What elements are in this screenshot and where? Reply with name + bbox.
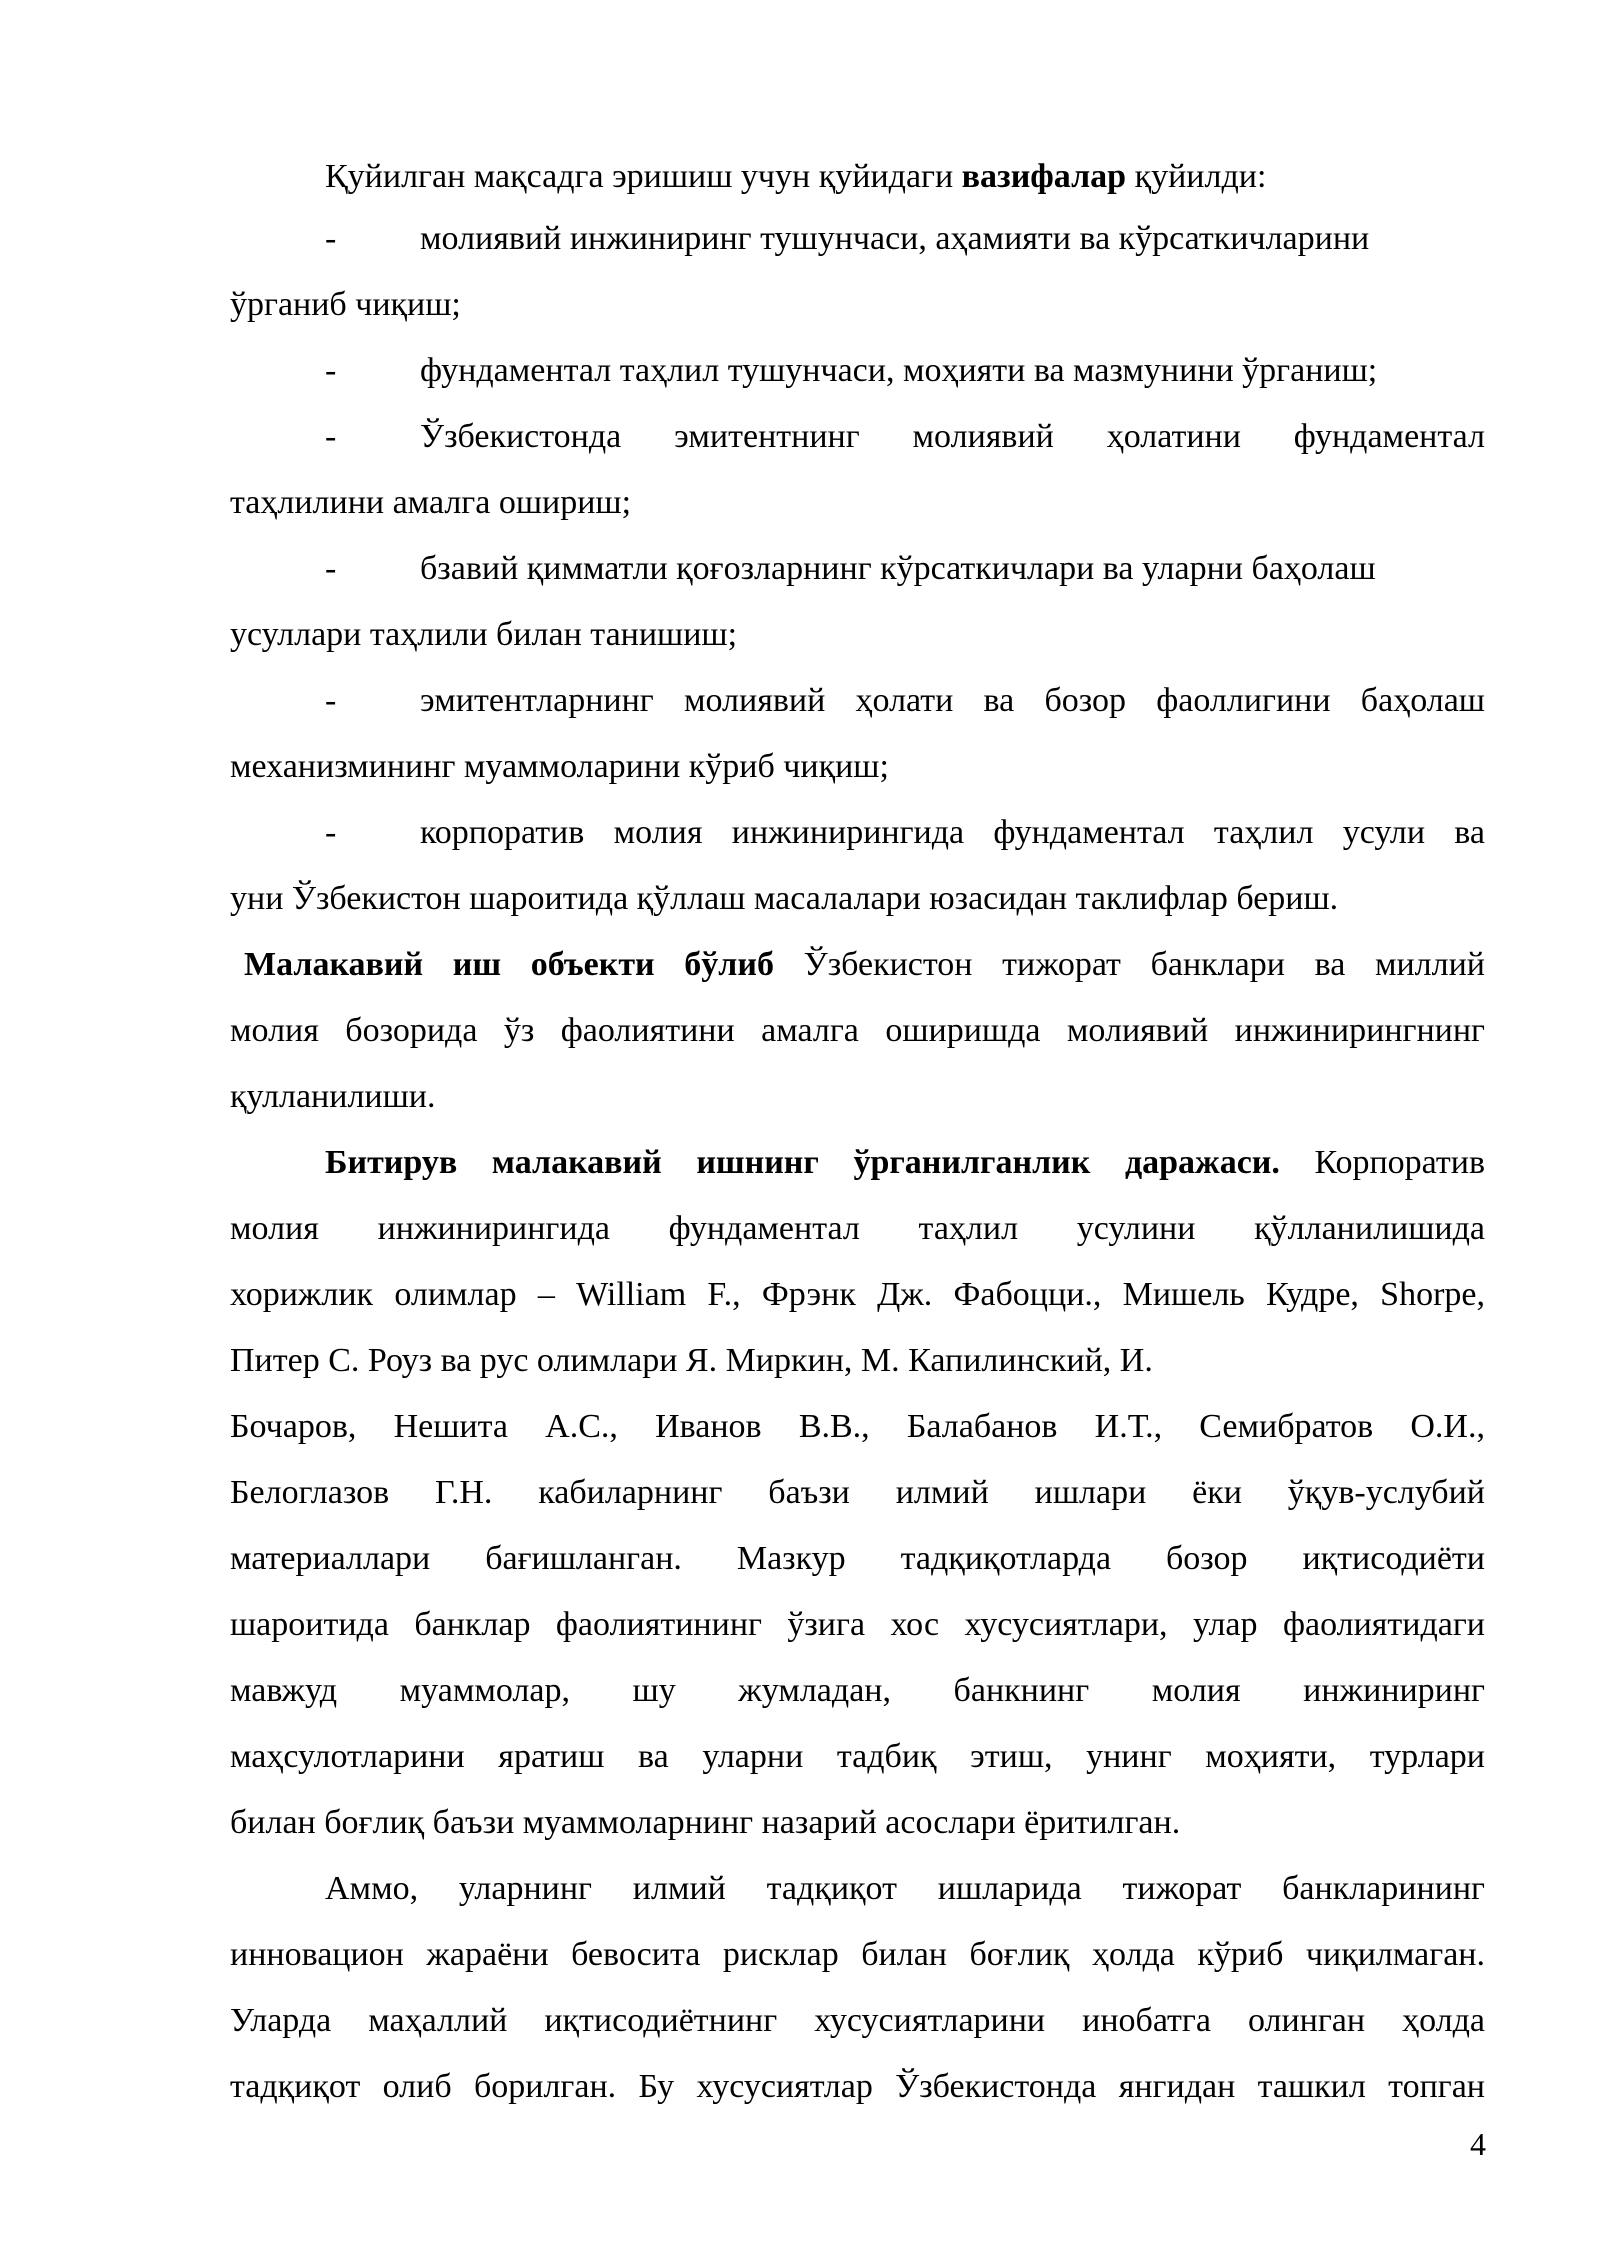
page-body	[230, 148, 1485, 2120]
object-paragraph-line: молия бозорида ўз фаолиятини амалга оширишда молиявий инжинирингнинг	[230, 1012, 1485, 1049]
object-paragraph-line: қулланилиши.	[230, 1078, 436, 1115]
degree-paragraph-line: молия инжинирингида фундаментал таҳлил усулини қўлланилишида	[230, 1210, 1485, 1247]
bullet-text: эмитентларнинг молиявий ҳолати ва бозор фаоллигини баҳолаш	[420, 682, 1485, 719]
final-paragraph-line: Уларда маҳаллий иқтисодиётнинг хусусиятларини инобатга олинган ҳолда	[230, 2002, 1485, 2039]
bullet-item	[230, 668, 1485, 734]
bullet-continuation: механизмининг муаммоларини кўриб чиқиш;	[230, 748, 889, 785]
bullet-item	[230, 206, 1485, 272]
final-paragraph-line: Аммо, уларнинг илмий тадқиқот ишларида тижорат банкларининг	[325, 1870, 1485, 1907]
final-paragraph-line: тадқиқот олиб борилган. Бу хусусиятлар Ўзбекистонда янгидан ташкил топган	[230, 2068, 1485, 2105]
bullet-item	[230, 404, 1485, 470]
bullet-dash: -	[325, 550, 337, 587]
bullet-continuation: усуллари таҳлили билан танишиш;	[230, 616, 738, 653]
object-heading: Малакавий иш объекти бўлиб	[244, 946, 774, 983]
degree-paragraph-line: мавжуд муаммолар, шу жумладан, банкнинг молия инжиниринг	[230, 1672, 1485, 1709]
intro-line	[230, 148, 1485, 206]
bullet-continuation: уни Ўзбекистон шароитида қўллаш масалалари юзасидан таклифлар бериш.	[230, 880, 1339, 917]
bullet-item	[230, 536, 1485, 602]
intro-bold-term: вазифалар	[961, 158, 1127, 195]
bullet-text: бзавий қимматли қоғозларнинг кўрсаткичлари ва уларни баҳолаш	[420, 550, 1376, 587]
bullet-text: молиявий инжиниринг тушунчаси, аҳамияти ва кўрсаткичларини	[420, 220, 1370, 257]
bullet-continuation: таҳлилини амалга ошириш;	[230, 484, 632, 521]
degree-paragraph-line: шароитида банклар фаолиятининг ўзига хос хусусиятлари, улар фаолиятидаги	[230, 1606, 1485, 1643]
object-paragraph-line: Малакавий иш объекти бўлиб Ўзбекистон тижорат банклари ва миллий	[244, 946, 1485, 983]
bullet-dash: -	[325, 352, 337, 389]
degree-paragraph-line: материаллари бағишланган. Мазкур тадқиқотларда бозор иқтисодиёти	[230, 1540, 1485, 1577]
final-paragraph-line: инновацион жараёни бевосита рисклар билан боғлиқ ҳолда кўриб чиқилмаган.	[230, 1936, 1485, 1973]
intro-text-end: қуйилди:	[1126, 158, 1267, 195]
bullet-text: фундаментал таҳлил тушунчаси, моҳияти ва мазмунини ўрганиш;	[420, 352, 1378, 389]
degree-heading: Битирув малакавий ишнинг ўрганилганлик даражаси.	[325, 1144, 1280, 1181]
bullet-dash: -	[325, 418, 337, 455]
degree-paragraph-line: Питер С. Роуз ва рус олимлари Я. Миркин, М. Капилинский, И.	[230, 1342, 1153, 1379]
bullet-item	[230, 338, 1485, 404]
bullet-text: Ўзбекистонда эмитентнинг молиявий ҳолатини фундаментал	[420, 418, 1485, 455]
bullet-item	[230, 800, 1485, 866]
bullet-text: корпоратив молия инжинирингида фундаментал таҳлил усули ва	[420, 814, 1485, 851]
degree-paragraph-line: Бочаров, Нешита А.С., Иванов В.В., Балабанов И.Т., Семибратов О.И.,	[230, 1408, 1485, 1445]
page-number: 4	[1470, 2126, 1486, 2162]
degree-paragraph-line: маҳсулотларини яратиш ва уларни тадбиқ этиш, унинг моҳияти, турлари	[230, 1738, 1485, 1775]
degree-paragraph-line: хорижлик олимлар – William F., Фрэнк Дж. Фабоцци., Мишель Кудре, Shorpe,	[230, 1276, 1485, 1313]
degree-paragraph-line: Белоглазов Г.Н. кабиларнинг баъзи илмий ишлари ёки ўқув-услубий	[230, 1474, 1485, 1511]
bullet-dash: -	[325, 220, 337, 257]
bullet-dash: -	[325, 814, 337, 851]
degree-paragraph-line: билан боғлиқ баъзи муаммоларнинг назарий асослари ёритилган.	[230, 1804, 1181, 1841]
intro-text: Қуйилган мақсадга эришиш учун қуйидаги	[325, 158, 962, 195]
bullet-dash: -	[325, 682, 337, 719]
degree-paragraph-line: Битирув малакавий ишнинг ўрганилганлик даражаси. Корпоратив	[325, 1144, 1486, 1181]
bullet-continuation: ўрганиб чиқиш;	[230, 286, 461, 323]
